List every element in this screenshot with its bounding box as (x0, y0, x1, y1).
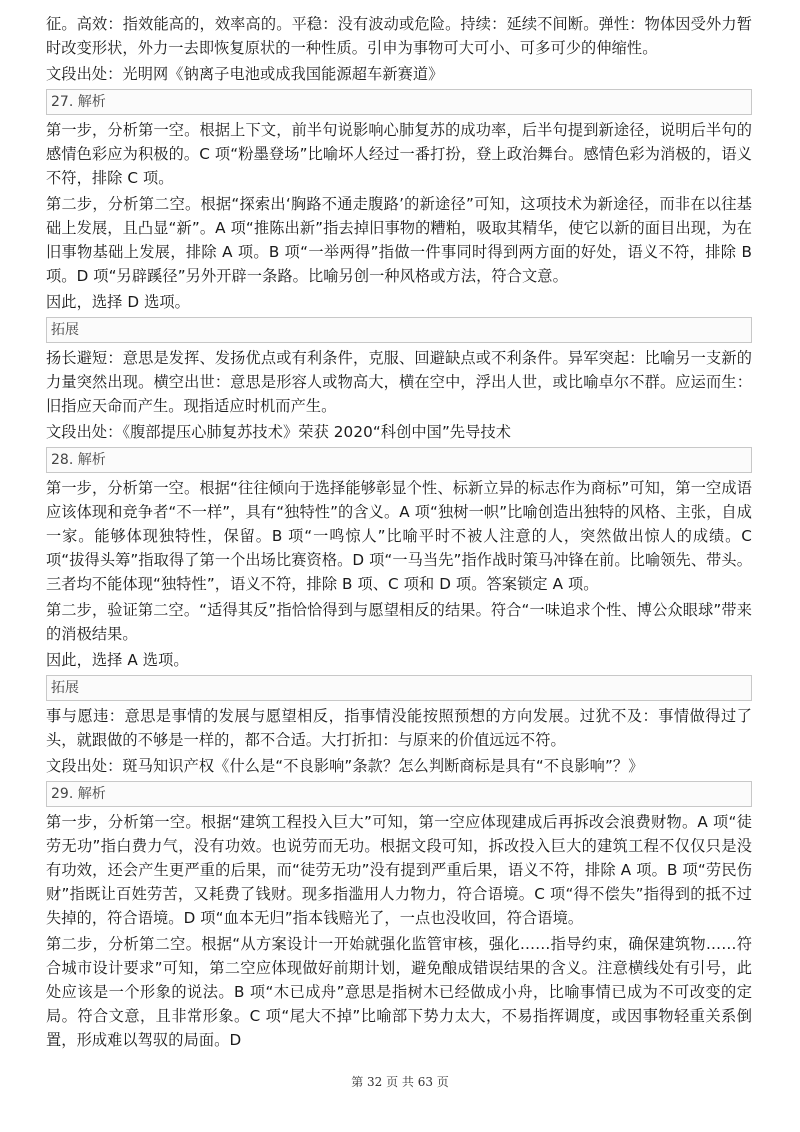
paragraph: 第二步，分析第二空。根据“从方案设计一开始就强化监管审核，强化……指导约束，确保建筑物……符合城市设计要求”可知，第二空应体现做好前期计划，避免酿成错误结果的含义。注意横线处有引号，此处应该是一个形象的说法。B 项“木已成舟”意思是指树木已经做成小舟，比喻事情已成为不可改变的定局。符合文意，且非常形象。C 项“尾大不掉”比喻部下势力太大，不易指挥调度，或因事物轻重关系倒置，形成难以驾驭的局面。D (46, 935, 752, 1049)
section-header-extension: 拓展 (46, 675, 752, 701)
section-header-q28: 28. 解析 (46, 447, 752, 473)
section-header-q27: 27. 解析 (46, 89, 752, 115)
paragraph: 第一步，分析第一空。根据上下文，前半句说影响心肺复苏的成功率，后半句提到新途径，说明后半句的感情色彩应为积极的。C 项“粉墨登场”比喻坏人经过一番打扮，登上政治舞台。感情色彩为消极的，语义不符，排除 C 项。 (46, 121, 752, 187)
paragraph: 第二步，分析第二空。根据“探索出‘胸路不通走腹路’的新途径”可知，这项技术为新途径，而非在以往基础上发展，且凸显“新”。A 项“推陈出新”指去掉旧事物的糟粕，吸取其精华，使它以新的面目出现，为在旧事物基础上发展，排除 A 项。B 项“一举两得”指做一件事同时得到两方面的好处，语义不符，排除 B 项。D 项“另辟蹊径”另外开辟一条路。比喻另创一种风格或方法，符合文意。 (46, 195, 752, 285)
source-line: 文段出处：斑马知识产权《什么是“不良影响”条款？怎么判断商标是具有“不良影响”？》 (46, 757, 644, 775)
answer-line: 因此，选择 D 选项。 (46, 293, 190, 311)
paragraph: 征。高效：指效能高的，效率高的。平稳：没有波动或危险。持续：延续不间断。弹性：物体因受外力暂时改变形状，外力一去即恢复原状的一种性质。引申为事物可大可小、可多可少的伸缩性。 (46, 15, 752, 57)
paragraph: 扬长避短：意思是发挥、发扬优点或有利条件，克服、回避缺点或不利条件。异军突起：比喻另一支新的力量突然出现。横空出世：意思是形容人或物高大，横在空中，浮出人世，或比喻卓尔不群。应运而生：旧指应天命而产生。现指适应时机而产生。 (46, 349, 752, 415)
paragraph: 事与愿违：意思是事情的发展与愿望相反，指事情没能按照预想的方向发展。过犹不及：事情做得过了头，就跟做的不够是一样的，都不合适。大打折扣：与原来的价值远远不符。 (46, 707, 752, 749)
answer-line: 因此，选择 A 选项。 (46, 651, 189, 669)
paragraph: 第一步，分析第一空。根据“往往倾向于选择能够彰显个性、标新立异的标志作为商标”可知，第一空成语应该体现和竞争者“不一样”，具有“独特性”的含义。A 项“独树一帜”比喻创造出独特的风格、主张，自成一家。能够体现独特性，保留。B 项“一鸣惊人”比喻平时不被人注意的人，突然做出惊人的成绩。C 项“拔得头筹”指取得了第一个出场比赛资格。D 项“一马当先”指作战时策马冲锋在前。比喻领先、带头。三者均不能体现“独特性”，语义不符，排除 B 项、C 项和 D 项。答案锁定 A 项。 (46, 479, 752, 593)
paragraph: 第二步，验证第二空。“适得其反”指恰恰得到与愿望相反的结果。符合“一味追求个性、博公众眼球”带来的消极结果。 (46, 601, 752, 643)
source-line: 文段出处：《腹部提压心肺复苏技术》荣获 2020“科创中国”先导技术 (46, 423, 512, 441)
source-line: 文段出处：光明网《钠离子电池或成我国能源超车新赛道》 (46, 65, 444, 83)
section-header-q29: 29. 解析 (46, 781, 752, 807)
section-header-extension: 拓展 (46, 317, 752, 343)
page-footer: 第 32 页 共 63 页 (351, 1075, 449, 1089)
paragraph: 第一步，分析第一空。根据“建筑工程投入巨大”可知，第一空应体现建成后再拆改会浪费财物。A 项“徒劳无功”指白费力气，没有功效。也说劳而无功。根据文段可知，拆改投入巨大的建筑工程不仅仅只是没有功效，还会产生更严重的后果，而“徒劳无功”没有提到严重后果，语义不符，排除 A 项。B 项“劳民伤财”指既让百姓劳苦，又耗费了钱财。现多指滥用人力物力，符合语境。C 项“得不偿失”指得到的抵不过失掉的，符合语境。D 项“血本无归”指本钱赔光了，一点也没收回，符合语境。 (46, 813, 752, 927)
page-content (46, 12, 752, 1054)
